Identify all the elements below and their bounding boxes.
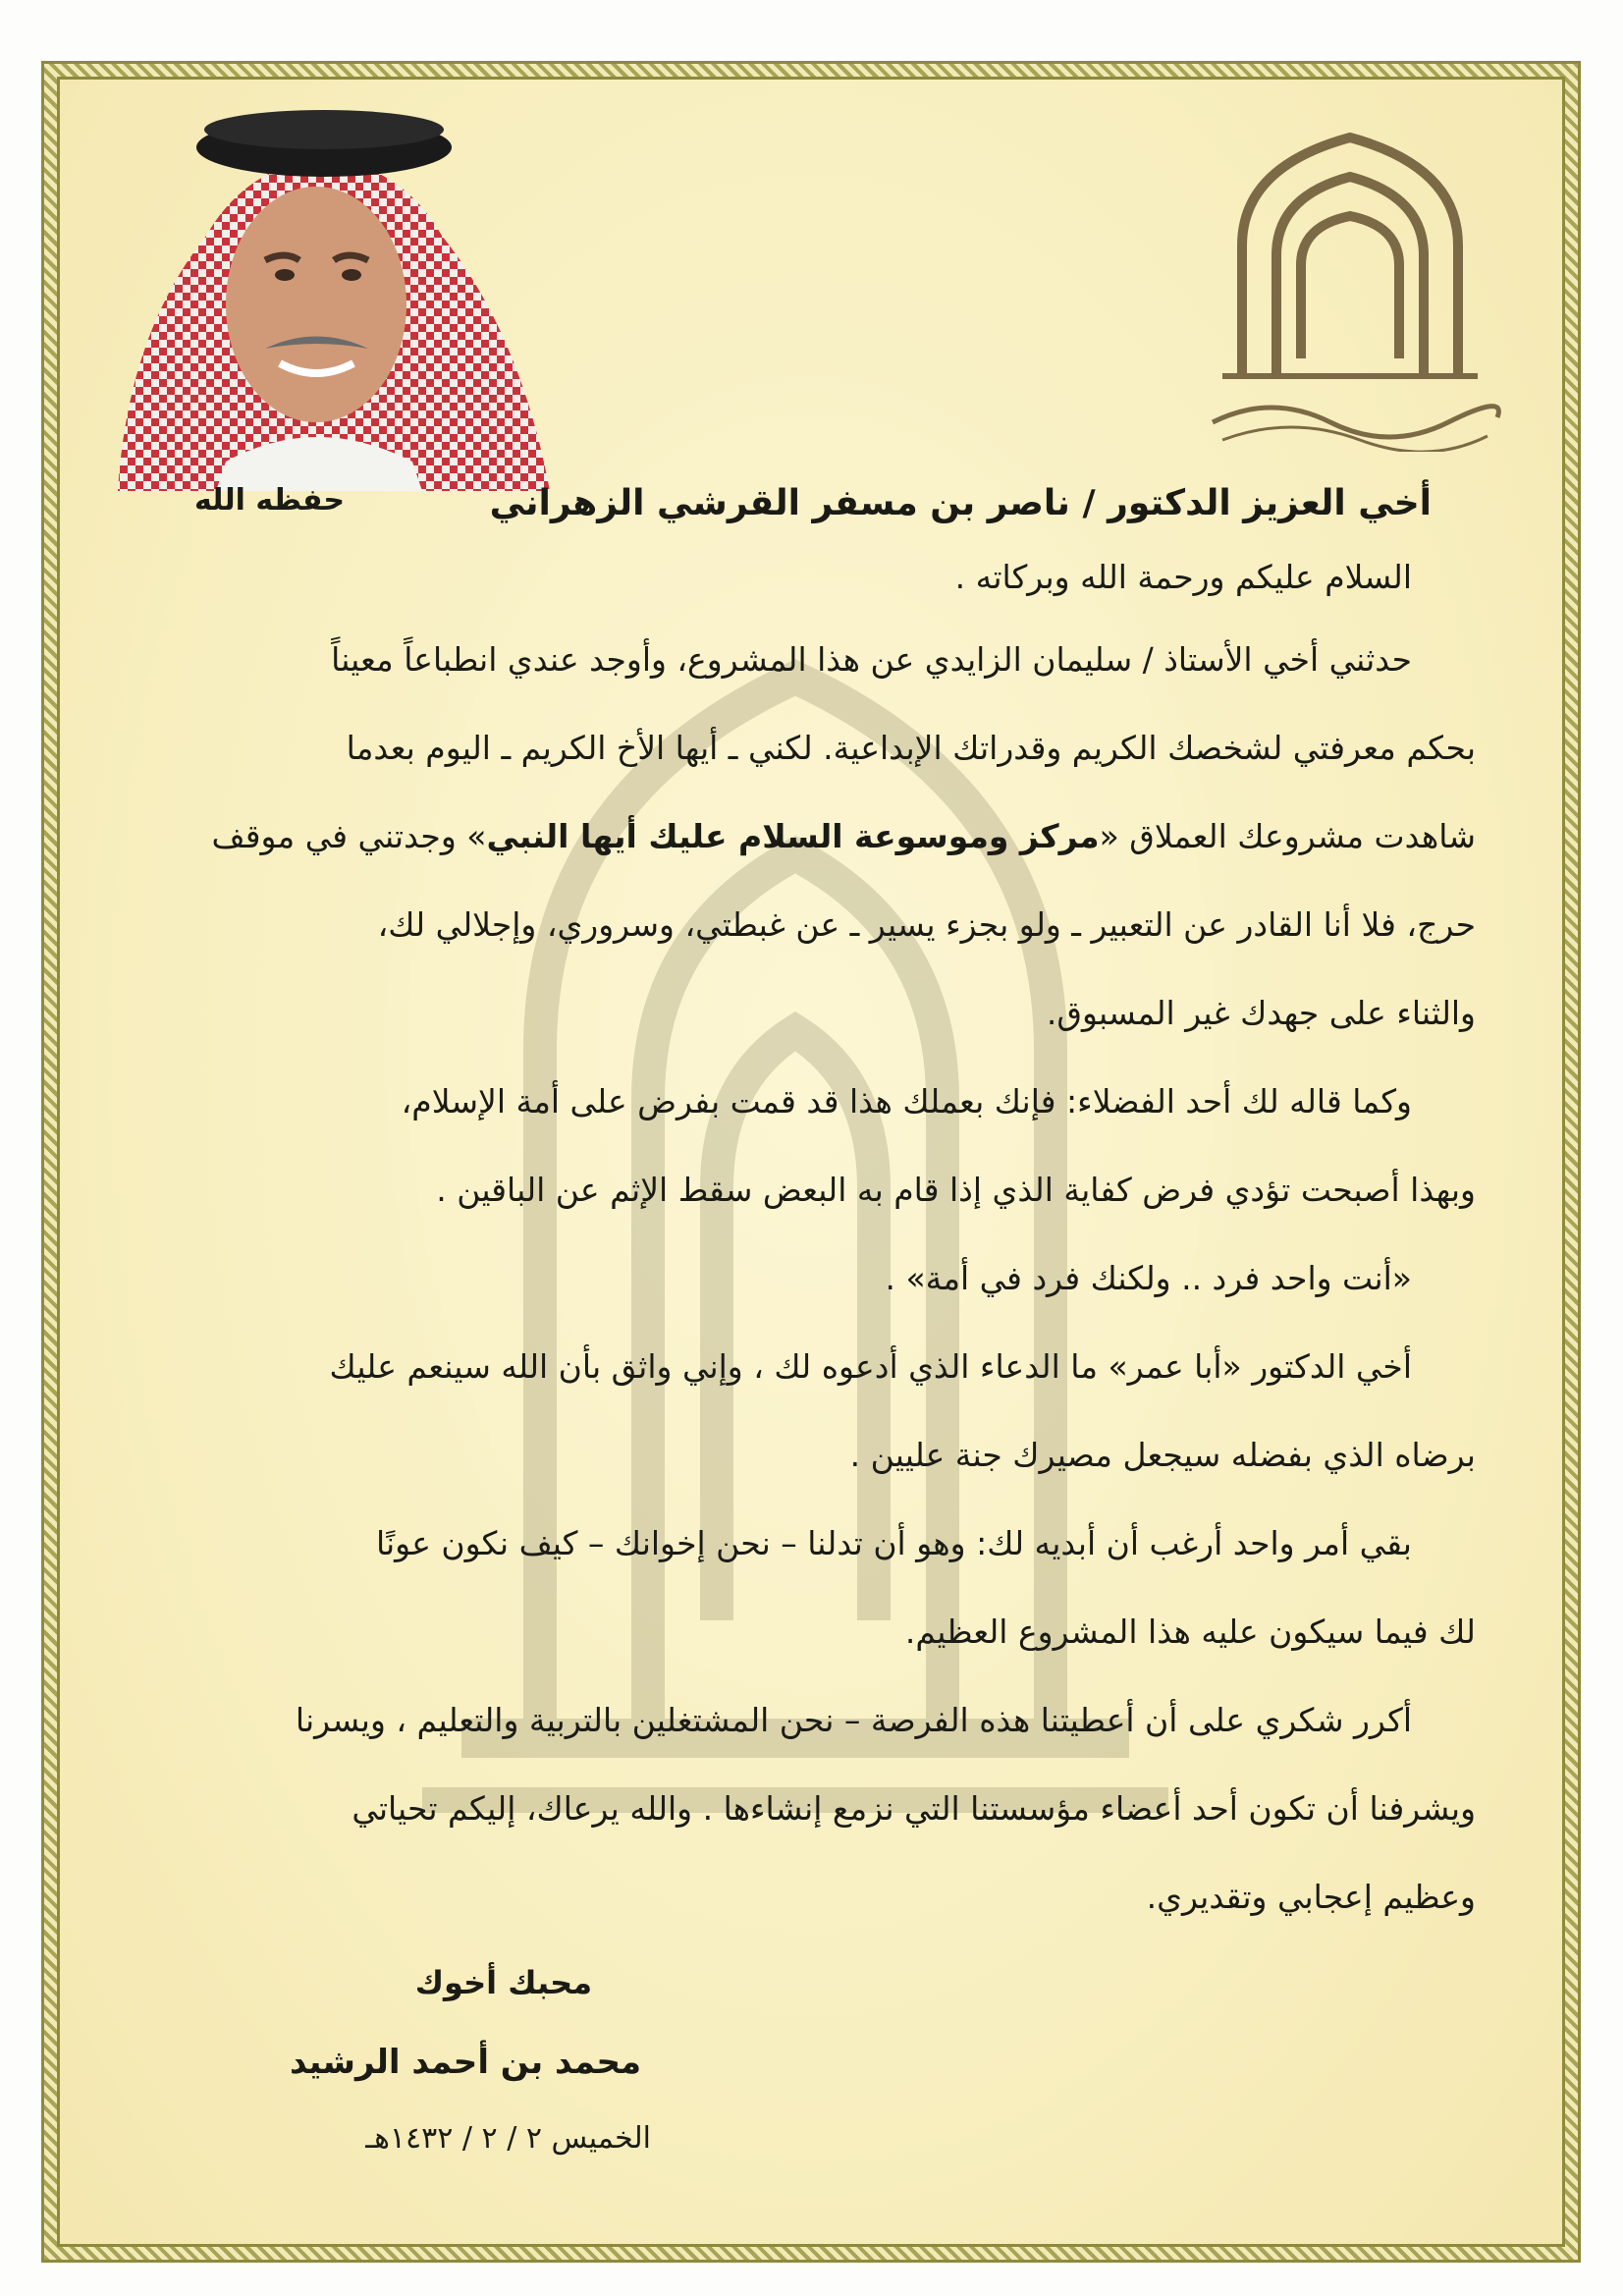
paragraph-4-line-1: بقي أمر واحد أرغب أن أبديه لك: وهو أن تدلنا – نحن إخوانك – كيف نكون عونًا xyxy=(375,1524,1412,1562)
paragraph-1-line-4: حرج، فلا أنا القادر عن التعبير ـ ولو بجزء يسير ـ عن غبطتي، وسروري، وإجلالي لك، xyxy=(377,905,1476,944)
closing-text: محبك أخوك xyxy=(414,1964,592,2001)
letter-date: الخميس ٢ / ٢ / ١٤٣٢هـ xyxy=(365,2121,651,2156)
paragraph-1-line-3 xyxy=(212,817,1476,855)
quote-line: «أنت واحد فرد .. ولكنك فرد في أمة» . xyxy=(885,1259,1412,1297)
line-3-start: شاهدت مشروعك العملاق « xyxy=(1099,817,1476,855)
greeting-line: السلام عليكم ورحمة الله وبركاته . xyxy=(954,558,1412,596)
paragraph-1-line-2: بحكم معرفتي لشخصك الكريم وقدراتك الإبداعية. لكني ـ أيها الأخ الكريم ـ اليوم بعدما xyxy=(346,729,1476,767)
center-logo-icon xyxy=(1183,128,1517,452)
project-name-bold: مركز وموسوعة السلام عليك أيها النبي xyxy=(486,817,1100,855)
addressee-line: أخي العزيز الدكتور / ناصر بن مسفر القرشي الزهراني xyxy=(489,483,1432,523)
paragraph-5-line-2: ويشرفنا أن تكون أحد أعضاء مؤسستنا التي نزمع إنشاءها . والله يرعاك، إليكم تحياتي xyxy=(352,1789,1476,1828)
signer-name: محمد بن أحمد الرشيد xyxy=(290,2043,641,2082)
paragraph-5-line-3: وعظيم إعجابي وتقديري. xyxy=(1146,1878,1476,1916)
line-3-end: » وجدتني في موقف xyxy=(211,817,487,855)
paragraph-1-line-5: والثناء على جهدك غير المسبوق. xyxy=(1046,994,1476,1032)
paragraph-3-line-1: أخي الدكتور «أبا عمر» ما الدعاء الذي أدعوه لك ، وإني واثق بأن الله سينعم عليك xyxy=(329,1347,1412,1386)
portrait-photo xyxy=(88,88,560,491)
paragraph-1-line-1: حدثني أخي الأستاذ / سليمان الزايدي عن هذا المشروع، وأوجد عندي انطباعاً معيناً xyxy=(331,640,1412,679)
paragraph-4-line-2: لك فيما سيكون عليه هذا المشروع العظيم. xyxy=(904,1613,1476,1651)
honorific-text: حفظه الله xyxy=(193,483,345,518)
paragraph-3-line-2: برضاه الذي بفضله سيجعل مصيرك جنة عليين . xyxy=(849,1436,1476,1474)
paragraph-2-line-1: وكما قاله لك أحد الفضلاء: فإنك بعملك هذا قد قمت بفرض على أمة الإسلام، xyxy=(401,1082,1412,1121)
paragraph-5-line-1: أكرر شكري على أن أعطيتنا هذه الفرصة – نحن المشتغلين بالتربية والتعليم ، ويسرنا xyxy=(295,1701,1412,1739)
paragraph-2-line-2: وبهذا أصبحت تؤدي فرض كفاية الذي إذا قام به البعض سقط الإثم عن الباقين . xyxy=(436,1171,1476,1209)
